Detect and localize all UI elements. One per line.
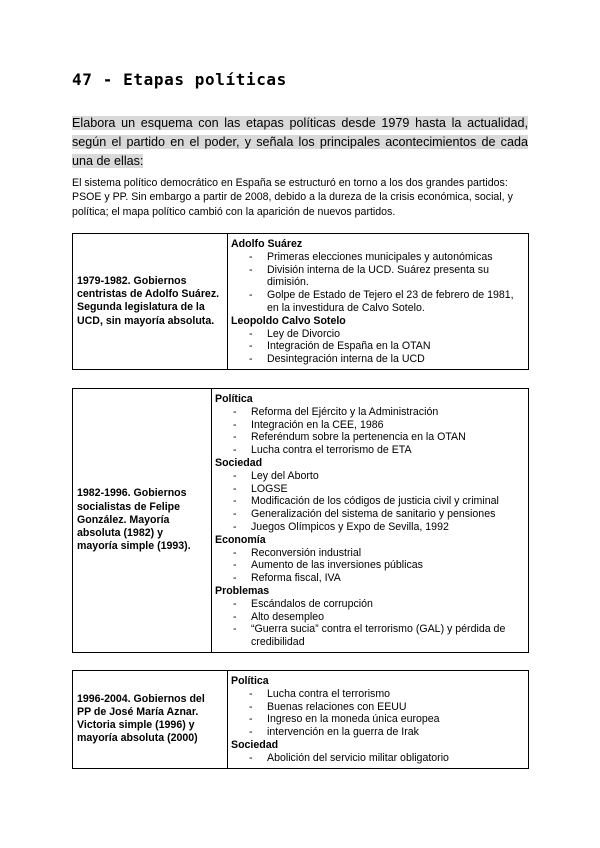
list-item: - Ley del Aborto [215, 470, 524, 483]
list-item: - Abolición del servicio militar obligatorio [231, 752, 524, 765]
stage-period: 1979-1982. Gobiernos centristas de Adolfo Suárez. Segunda legislatura de la UCD, sin mayoría absoluta. [73, 234, 228, 370]
intro-paragraph: El sistema político democrático en España se estructuró en torno a los dos grandes partidos: PSOE y PP. Sin embargo a partir de 2008, debido a la dureza de la crisis económica, social, y política; el mapa político cambió con la aparición de nuevos partidos. [72, 177, 513, 218]
stage-table-1996-2004 [72, 670, 529, 769]
stage-events [212, 389, 529, 653]
list-item: - División interna de la UCD. Suárez presenta su dimisión. [231, 264, 524, 290]
stage-events [228, 234, 529, 370]
list-item: - Lucha contra el terrorismo [231, 688, 524, 701]
list-item: - Aumento de las inversiones públicas [215, 559, 524, 572]
event-list [231, 752, 524, 765]
group-heading: Problemas [215, 584, 270, 597]
event-list [215, 406, 524, 457]
stage-period: 1982-1996. Gobiernos socialistas de Felipe González. Mayoría absoluta (1982) y mayoría simple (1993). [73, 389, 212, 653]
event-list [231, 328, 524, 366]
list-item: - “Guerra sucia” contra el terrorismo (GAL) y pérdida de credibilidad [215, 623, 524, 649]
list-item: - Alto desempleo [215, 611, 524, 624]
list-item: - Juegos Olímpicos y Expo de Sevilla, 1992 [215, 521, 524, 534]
list-item: - Golpe de Estado de Tejero el 23 de febrero de 1981, en la investidura de Calvo Sotelo. [231, 289, 524, 315]
list-item: - intervención en la guerra de Irak [231, 726, 524, 739]
event-list [231, 688, 524, 739]
group-heading: Adolfo Suárez [231, 238, 303, 250]
group-heading: Sociedad [215, 456, 263, 469]
exercise-question [72, 114, 528, 171]
list-item: - Buenas relaciones con EEUU [231, 701, 524, 714]
list-item: - Modificación de los códigos de justicia civil y criminal [215, 495, 524, 508]
group-heading: Política [215, 393, 253, 405]
list-item: - Lucha contra el terrorismo de ETA [215, 444, 524, 457]
list-item: - LOGSE [215, 483, 524, 496]
stage-period: 1996-2004. Gobiernos del PP de José María Aznar. Victoria simple (1996) y mayoría absoluta (2000) [73, 671, 228, 769]
list-item: - Reforma fiscal, IVA [215, 572, 524, 585]
list-item: - Ley de Divorcio [231, 328, 524, 341]
stage-table-1982-1996 [72, 388, 529, 653]
list-item: - Reforma del Ejército y la Administración [215, 406, 524, 419]
page-title: 47 - Etapas políticas [72, 70, 287, 89]
stage-events [228, 671, 529, 769]
list-item: - Integración de España en la OTAN [231, 340, 524, 353]
list-item: - Primeras elecciones municipales y autonómicas [231, 251, 524, 264]
event-list [215, 470, 524, 534]
list-item: - Integración en la CEE, 1986 [215, 419, 524, 432]
group-heading: Sociedad [231, 738, 279, 751]
group-heading: Economía [215, 533, 266, 546]
group-heading: Leopoldo Calvo Sotelo [231, 314, 346, 327]
event-list [215, 598, 524, 649]
event-list [215, 547, 524, 585]
list-item: - Referéndum sobre la pertenencia en la OTAN [215, 431, 524, 444]
stage-table-1979-1982 [72, 233, 529, 370]
event-list [231, 251, 524, 315]
list-item: - Desintegración interna de la UCD [231, 353, 524, 366]
list-item: - Ingreso en la moneda única europea [231, 713, 524, 726]
group-heading: Política [231, 675, 269, 687]
list-item: - Escándalos de corrupción [215, 598, 524, 611]
question-highlight: Elabora un esquema con las etapas políticas desde 1979 hasta la actualidad, según el partido en el poder, y señala los principales acontecimientos de cada una de ellas: [72, 116, 528, 168]
list-item: - Generalización del sistema de sanitario y pensiones [215, 508, 524, 521]
list-item: - Reconversión industrial [215, 547, 524, 560]
